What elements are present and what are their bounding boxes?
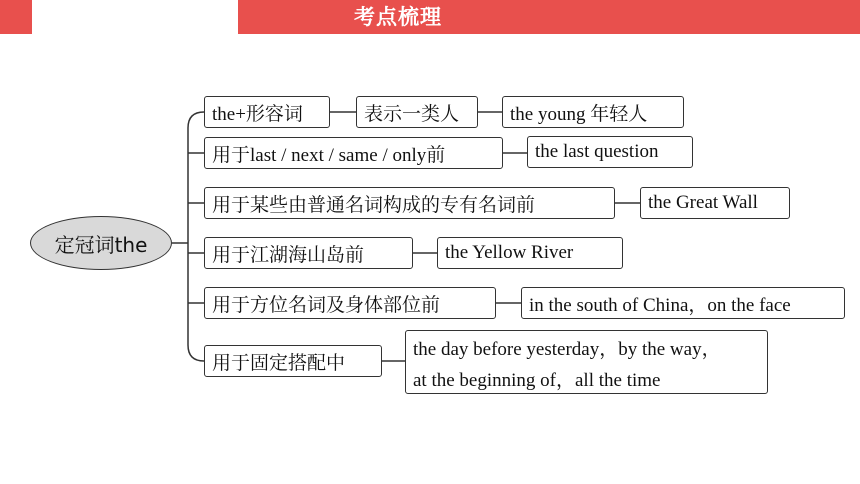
- example-line: the day before yesterday，by the way，: [413, 339, 721, 360]
- root-node: 定冠词the: [30, 216, 172, 270]
- example-box: in the south of China，on the face: [521, 287, 845, 319]
- example-box: the Great Wall: [640, 187, 790, 219]
- example-line: at the beginning of，all the time: [413, 370, 661, 391]
- rule-box: the+形容词: [204, 96, 330, 128]
- page-title: 考点梳理: [354, 5, 442, 29]
- rule-box: 用于江湖海山岛前: [204, 237, 413, 269]
- rule-box: 用于last / next / same / only前: [204, 137, 503, 169]
- example-box: the last question: [527, 136, 693, 168]
- example-box: the Yellow River: [437, 237, 623, 269]
- example-box: the young 年轻人: [502, 96, 684, 128]
- bracket-line: [188, 112, 204, 361]
- rule-box: 用于固定搭配中: [204, 345, 382, 377]
- rule-box: 用于某些由普通名词构成的专有名词前: [204, 187, 615, 219]
- meaning-box: 表示一类人: [356, 96, 478, 128]
- rule-box: 用于方位名词及身体部位前: [204, 287, 496, 319]
- example-box: [405, 330, 768, 394]
